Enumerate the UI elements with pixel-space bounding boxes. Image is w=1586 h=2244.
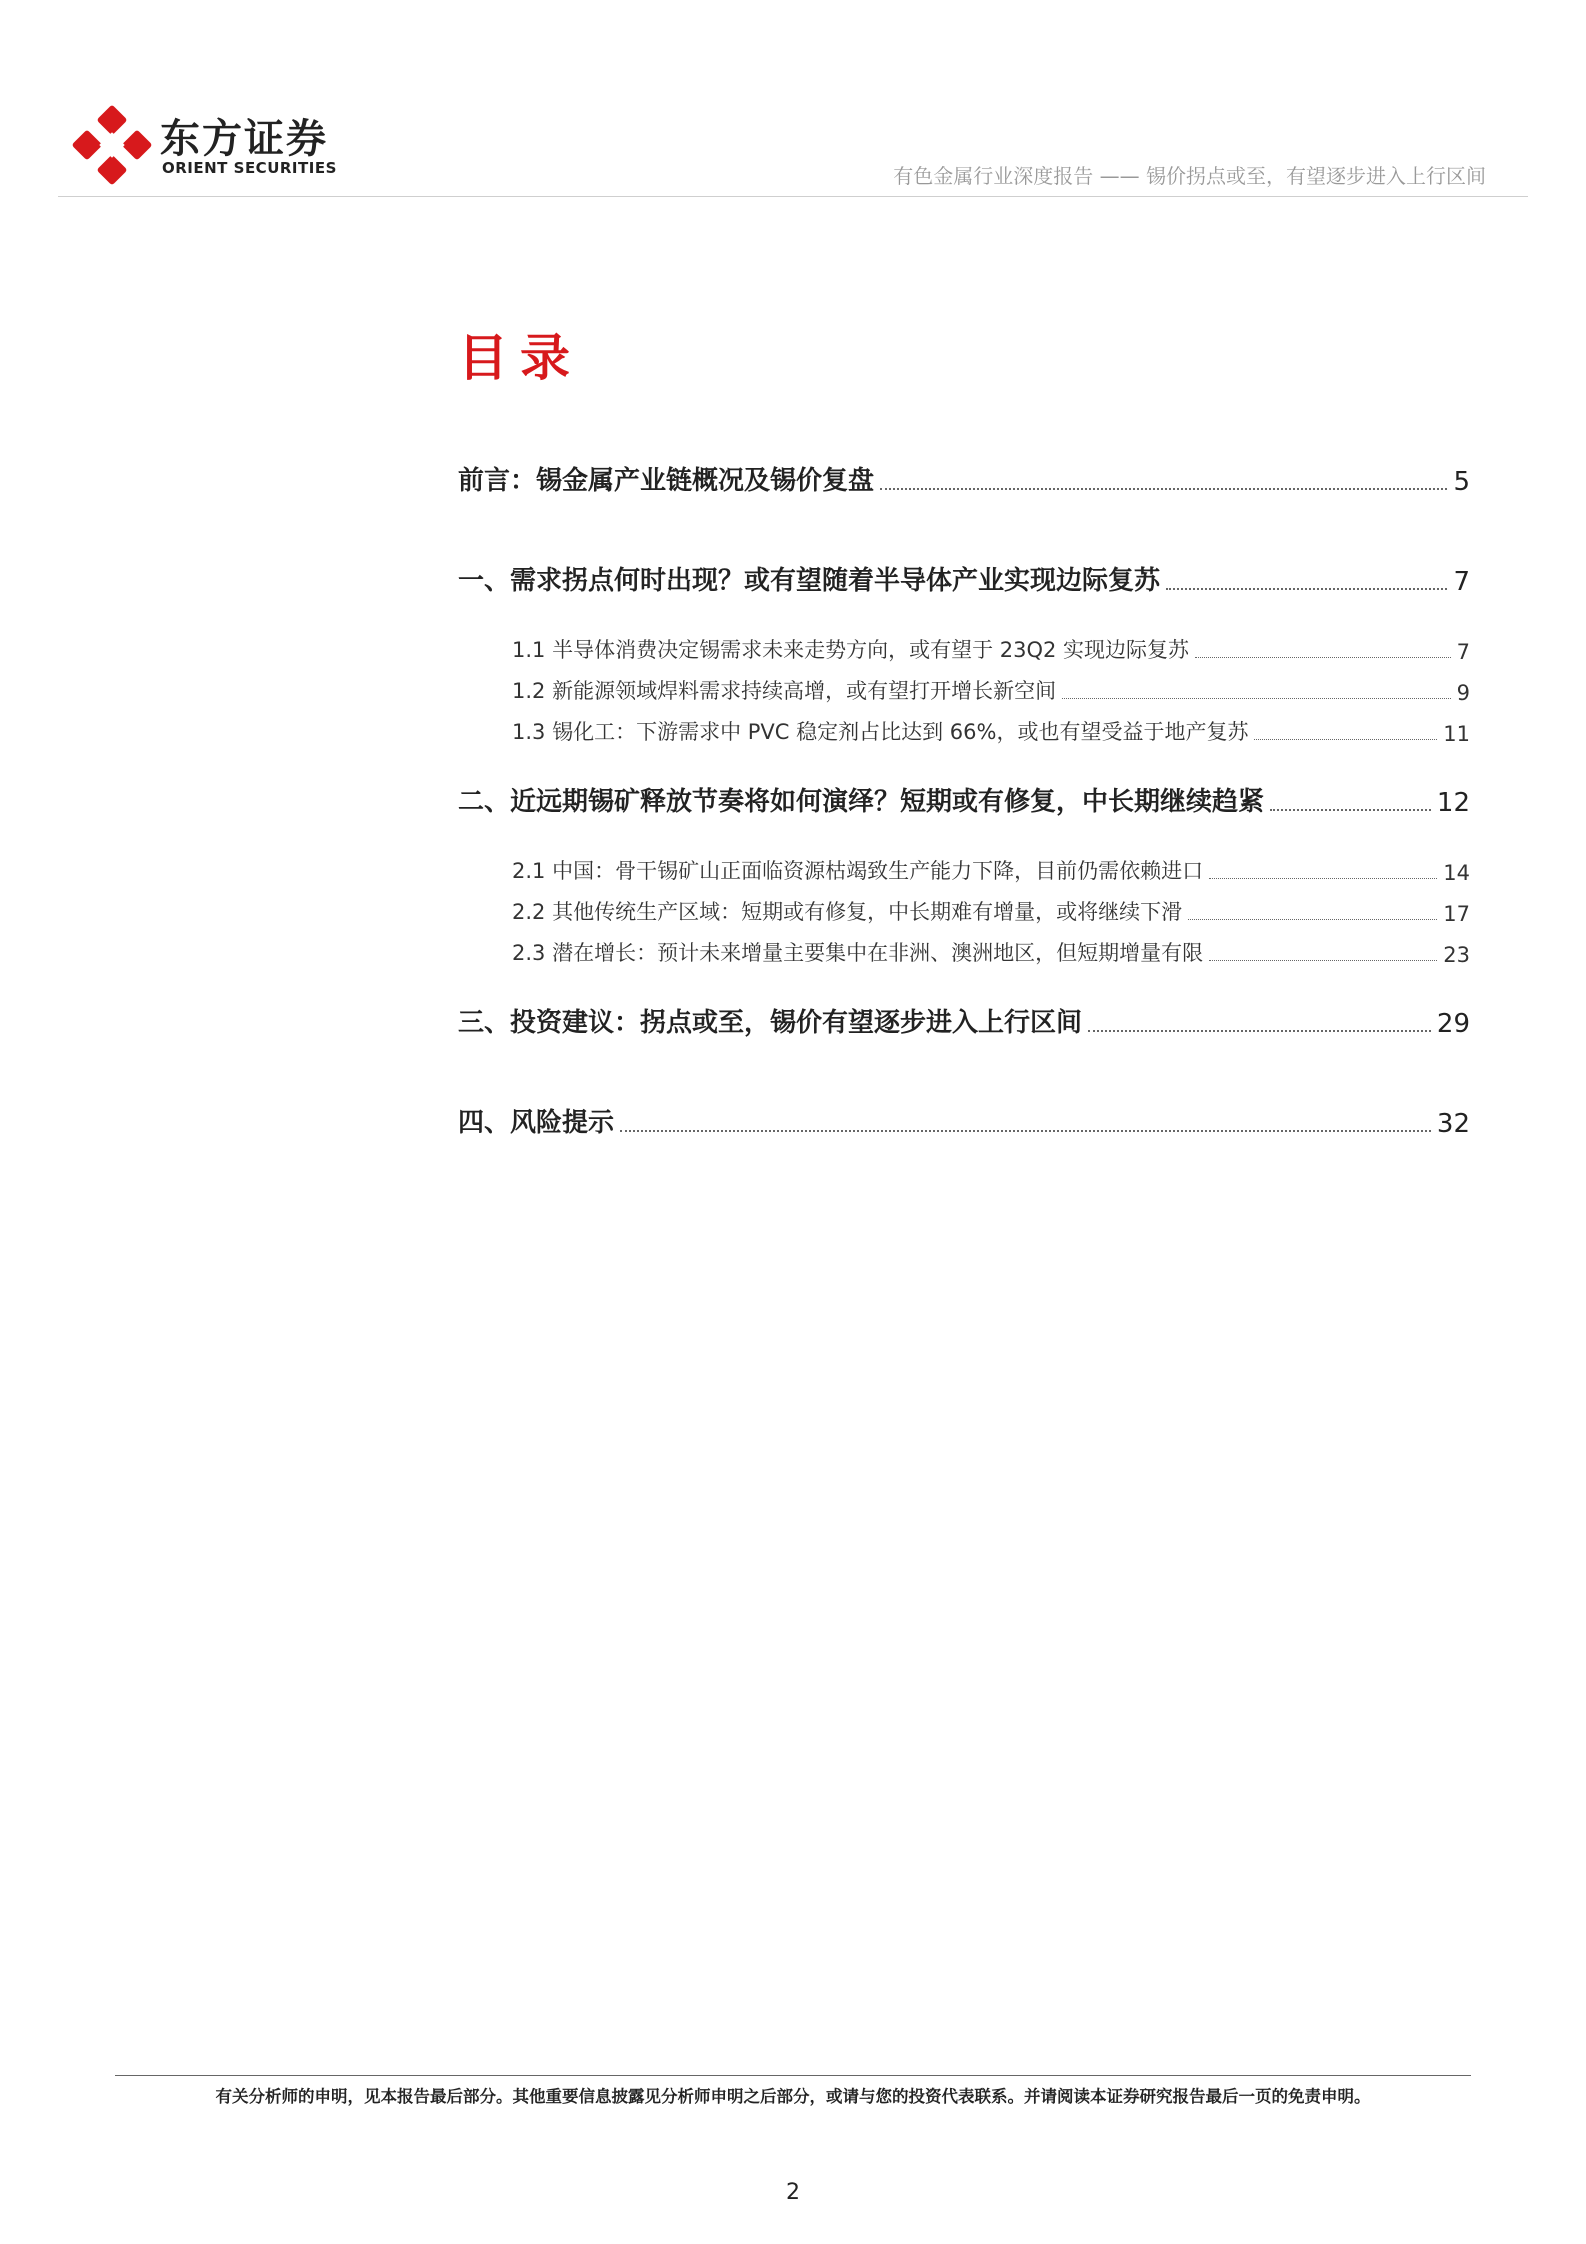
toc-entry-page: 14 — [1443, 861, 1470, 885]
toc-entry[interactable] — [458, 1002, 1470, 1039]
toc-entry-text: 2.3 潜在增长：预计未来增量主要集中在非洲、澳洲地区，但短期增量有限 — [512, 941, 1204, 965]
toc-entry-text: 四、风险提示 — [458, 1108, 615, 1138]
orient-securities-logo — [72, 105, 342, 185]
toc-entry-text: 1.3 锡化工：下游需求中 PVC 稳定剂占比达到 66%，或也有望受益于地产复苏 — [512, 720, 1249, 744]
toc-entry[interactable] — [458, 1102, 1470, 1139]
toc-leader-dots — [1188, 919, 1437, 920]
toc-entry-page: 32 — [1436, 1109, 1470, 1139]
toc-entry-text: 2.1 中国：骨干锡矿山正面临资源枯竭致生产能力下降，目前仍需依赖进口 — [512, 859, 1204, 883]
toc-leader-dots — [1209, 878, 1437, 879]
toc-entry-text: 1.1 半导体消费决定锡需求未来走势方向，或有望于 23Q2 实现边际复苏 — [512, 638, 1190, 662]
toc-entry-page: 11 — [1443, 722, 1470, 746]
toc-entry-page: 17 — [1443, 902, 1470, 926]
logo-mark-icon — [72, 105, 152, 185]
toc-entry[interactable] — [458, 781, 1470, 818]
page-number: 2 — [786, 2180, 800, 2205]
toc-entry-text: 1.2 新能源领域焊料需求持续高增，或有望打开增长新空间 — [512, 679, 1057, 703]
report-running-title: 有色金属行业深度报告 —— 锡价拐点或至，有望逐步进入上行区间 — [893, 164, 1486, 188]
toc-leader-dots — [1195, 657, 1451, 658]
toc-leader-dots — [1270, 809, 1431, 811]
toc-leader-dots — [1088, 1030, 1431, 1032]
brand-name-cn: 东方证券 — [160, 116, 328, 162]
footer-disclaimer: 有关分析师的申明，见本报告最后部分。其他重要信息披露见分析师申明之后部分，或请与您的投资代表联系。并请阅读本证券研究报告最后一页的免责申明。 — [215, 2087, 1371, 2106]
toc-entry-page: 9 — [1456, 681, 1470, 705]
toc-entry[interactable] — [458, 560, 1470, 597]
toc-entry[interactable] — [458, 460, 1470, 497]
toc-entry-text: 前言：锡金属产业链概况及锡价复盘 — [458, 466, 875, 496]
toc-subentry[interactable] — [458, 855, 1470, 885]
toc-entry-page: 12 — [1436, 788, 1470, 818]
toc-subentry[interactable] — [458, 634, 1470, 664]
toc-entry-text: 二、近远期锡矿释放节奏将如何演绎？短期或有修复，中长期继续趋紧 — [458, 787, 1265, 817]
toc-entry-page: 7 — [1456, 640, 1470, 664]
toc-entry-page: 5 — [1453, 467, 1470, 497]
toc-leader-dots — [1166, 588, 1447, 590]
toc-title: 目录 — [458, 329, 582, 387]
toc-leader-dots — [1254, 739, 1437, 740]
header-divider — [58, 196, 1528, 197]
toc-entry-page: 29 — [1436, 1009, 1470, 1039]
toc-leader-dots — [880, 488, 1447, 490]
toc-entry-text: 三、投资建议：拐点或至，锡价有望逐步进入上行区间 — [458, 1008, 1083, 1038]
toc-leader-dots — [1062, 698, 1451, 699]
toc-entry-page: 7 — [1453, 567, 1470, 597]
toc-entry-page: 23 — [1443, 943, 1470, 967]
toc-entry-text: 2.2 其他传统生产区域：短期或有修复，中长期难有增量，或将继续下滑 — [512, 900, 1183, 924]
toc-subentry[interactable] — [458, 716, 1470, 746]
brand-name-en: ORIENT SECURITIES — [162, 159, 337, 177]
toc-subentry[interactable] — [458, 675, 1470, 705]
toc-leader-dots — [1209, 960, 1437, 961]
page-header — [0, 0, 1586, 200]
toc-entry-text: 一、需求拐点何时出现？或有望随着半导体产业实现边际复苏 — [458, 566, 1161, 596]
toc-subentry[interactable] — [458, 937, 1470, 967]
toc-subentry[interactable] — [458, 896, 1470, 926]
footer-divider — [115, 2075, 1471, 2076]
toc-leader-dots — [620, 1130, 1431, 1132]
